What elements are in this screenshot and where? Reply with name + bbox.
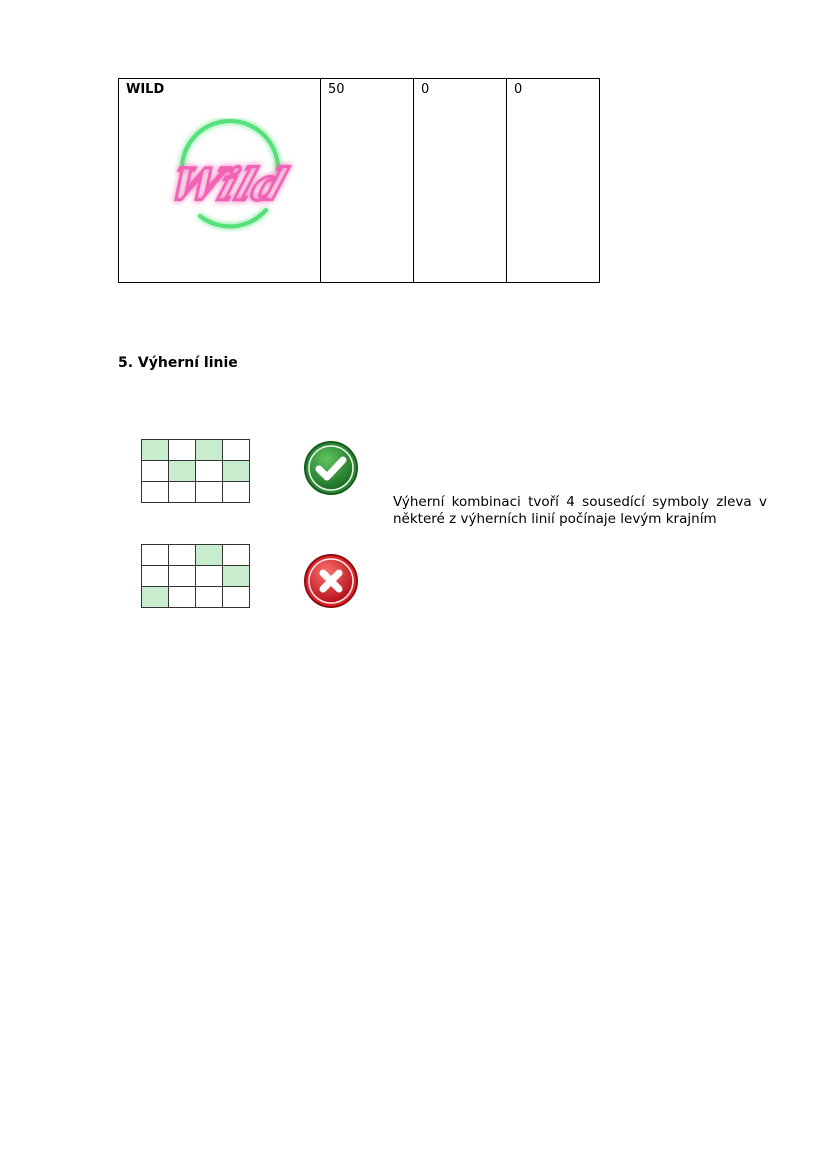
grid-cell-highlighted — [223, 461, 250, 482]
payline-example-valid-grid — [141, 439, 250, 503]
grid-cell — [196, 461, 223, 482]
grid-cell — [169, 566, 196, 587]
grid-cell — [142, 461, 169, 482]
grid-cell — [169, 440, 196, 461]
grid-cell — [196, 587, 223, 608]
grid-cell-highlighted — [196, 545, 223, 566]
grid-cell — [142, 545, 169, 566]
payline-description: Výherní kombinaci tvoří 4 sousedící symboly zleva v některé z výherních linií počínaje levým krajním — [393, 494, 767, 527]
grid-row — [142, 440, 250, 461]
grid-cell — [223, 587, 250, 608]
grid-cell — [196, 566, 223, 587]
payout-cell: 0 — [414, 79, 507, 283]
grid-cell — [196, 482, 223, 503]
grid-cell-highlighted — [196, 440, 223, 461]
wild-logo-image — [160, 118, 300, 248]
checkmark-icon — [303, 440, 359, 496]
grid-row — [142, 587, 250, 608]
grid-row — [142, 566, 250, 587]
payout-cell: 0 — [507, 79, 600, 283]
grid-cell-highlighted — [142, 587, 169, 608]
grid-row — [142, 482, 250, 503]
grid-cell — [223, 440, 250, 461]
grid-cell — [223, 482, 250, 503]
wild-logo-text: Wild — [163, 159, 294, 211]
grid-cell — [169, 482, 196, 503]
payline-example-invalid-grid — [141, 544, 250, 608]
grid-cell — [223, 545, 250, 566]
grid-cell-highlighted — [142, 440, 169, 461]
symbol-name: WILD — [126, 82, 165, 97]
grid-row — [142, 461, 250, 482]
grid-cell — [169, 587, 196, 608]
grid-row — [142, 545, 250, 566]
payout-cell: 50 — [321, 79, 414, 283]
grid-cell — [169, 545, 196, 566]
grid-cell-highlighted — [169, 461, 196, 482]
grid-cell — [142, 482, 169, 503]
grid-cell — [142, 566, 169, 587]
cross-icon — [303, 553, 359, 609]
section-heading: 5. Výherní linie — [118, 355, 238, 371]
grid-cell-highlighted — [223, 566, 250, 587]
